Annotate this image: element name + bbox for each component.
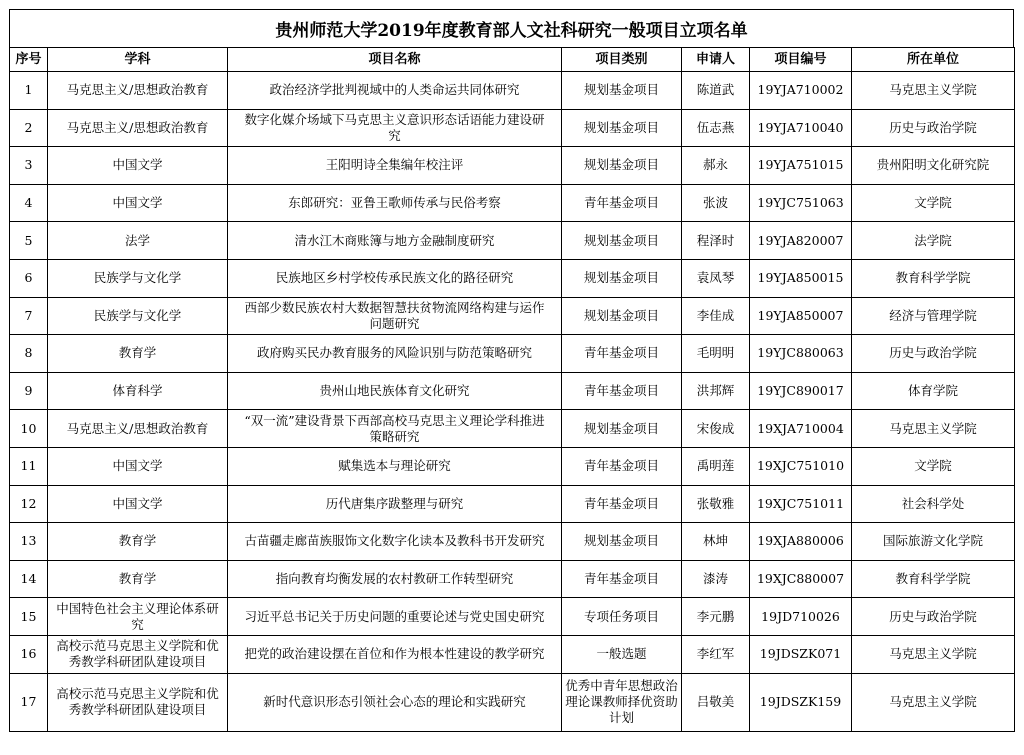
cell-discipline: 法学	[48, 222, 228, 260]
cell-discipline: 中国特色社会主义理论体系研究	[48, 598, 228, 636]
cell-index: 15	[10, 598, 48, 636]
header-project-category: 项目类别	[562, 48, 682, 72]
cell-project-number: 19JDSZK071	[750, 635, 852, 673]
cell-project-number: 19YJA710040	[750, 109, 852, 147]
cell-project-name: 把党的政治建设摆在首位和作为根本性建设的教学研究	[228, 635, 562, 673]
cell-discipline: 马克思主义/思想政治教育	[48, 109, 228, 147]
cell-project-category: 青年基金项目	[562, 447, 682, 485]
cell-discipline: 中国文学	[48, 447, 228, 485]
cell-index: 10	[10, 410, 48, 448]
cell-unit: 历史与政治学院	[852, 109, 1015, 147]
cell-project-name: 政治经济学批判视域中的人类命运共同体研究	[228, 72, 562, 110]
cell-unit: 贵州阳明文化研究院	[852, 147, 1015, 185]
table-row	[10, 410, 1015, 448]
cell-unit: 法学院	[852, 222, 1015, 260]
cell-project-number: 19YJA751015	[750, 147, 852, 185]
cell-project-number: 19YJA850007	[750, 297, 852, 335]
table-row	[10, 109, 1015, 147]
table-row	[10, 598, 1015, 636]
cell-index: 5	[10, 222, 48, 260]
cell-applicant: 张敬雅	[682, 485, 750, 523]
cell-project-name: 政府购买民办教育服务的风险识别与防范策略研究	[228, 335, 562, 373]
cell-project-category: 规划基金项目	[562, 147, 682, 185]
cell-unit: 历史与政治学院	[852, 598, 1015, 636]
cell-project-category: 规划基金项目	[562, 259, 682, 297]
cell-project-number: 19XJC751010	[750, 447, 852, 485]
cell-project-name: 民族地区乡村学校传承民族文化的路径研究	[228, 259, 562, 297]
header-project-name: 项目名称	[228, 48, 562, 72]
cell-discipline: 高校示范马克思主义学院和优秀教学科研团队建设项目	[48, 673, 228, 731]
table-row	[10, 335, 1015, 373]
cell-unit: 教育科学学院	[852, 560, 1015, 598]
cell-applicant: 洪邦辉	[682, 372, 750, 410]
cell-applicant: 漆涛	[682, 560, 750, 598]
cell-unit: 文学院	[852, 184, 1015, 222]
cell-index: 17	[10, 673, 48, 731]
cell-project-name: 贵州山地民族体育文化研究	[228, 372, 562, 410]
cell-project-name: 历代唐集序跋整理与研究	[228, 485, 562, 523]
cell-project-name: 王阳明诗全集编年校注评	[228, 147, 562, 185]
cell-project-category: 规划基金项目	[562, 410, 682, 448]
cell-discipline: 高校示范马克思主义学院和优秀教学科研团队建设项目	[48, 635, 228, 673]
cell-index: 16	[10, 635, 48, 673]
cell-discipline: 教育学	[48, 335, 228, 373]
cell-index: 6	[10, 259, 48, 297]
cell-project-name: 数字化媒介场域下马克思主义意识形态话语能力建设研究	[228, 109, 562, 147]
project-table	[9, 47, 1015, 732]
table-row	[10, 635, 1015, 673]
header-project-number: 项目编号	[750, 48, 852, 72]
cell-index: 14	[10, 560, 48, 598]
cell-unit: 马克思主义学院	[852, 673, 1015, 731]
cell-project-name: 东郎研究：亚鲁王歌师传承与民俗考察	[228, 184, 562, 222]
table-row	[10, 72, 1015, 110]
cell-project-name: 习近平总书记关于历史问题的重要论述与党史国史研究	[228, 598, 562, 636]
cell-project-name: 指向教育均衡发展的农村教研工作转型研究	[228, 560, 562, 598]
table-row	[10, 485, 1015, 523]
cell-discipline: 马克思主义/思想政治教育	[48, 72, 228, 110]
cell-project-number: 19YJC751063	[750, 184, 852, 222]
cell-index: 11	[10, 447, 48, 485]
cell-unit: 文学院	[852, 447, 1015, 485]
cell-project-number: 19YJA850015	[750, 259, 852, 297]
cell-project-name: 新时代意识形态引领社会心态的理论和实践研究	[228, 673, 562, 731]
cell-index: 4	[10, 184, 48, 222]
table-row	[10, 447, 1015, 485]
cell-project-number: 19JD710026	[750, 598, 852, 636]
cell-discipline: 民族学与文化学	[48, 259, 228, 297]
table-row	[10, 372, 1015, 410]
cell-discipline: 马克思主义/思想政治教育	[48, 410, 228, 448]
cell-index: 13	[10, 523, 48, 561]
cell-project-number: 19YJA710002	[750, 72, 852, 110]
cell-unit: 经济与管理学院	[852, 297, 1015, 335]
cell-project-number: 19YJC890017	[750, 372, 852, 410]
cell-discipline: 民族学与文化学	[48, 297, 228, 335]
cell-unit: 国际旅游文化学院	[852, 523, 1015, 561]
cell-project-number: 19YJA820007	[750, 222, 852, 260]
table-row	[10, 673, 1015, 731]
header-discipline: 学科	[48, 48, 228, 72]
cell-applicant: 张波	[682, 184, 750, 222]
cell-applicant: 李佳成	[682, 297, 750, 335]
cell-applicant: 陈道武	[682, 72, 750, 110]
cell-index: 3	[10, 147, 48, 185]
cell-applicant: 宋俊成	[682, 410, 750, 448]
cell-index: 12	[10, 485, 48, 523]
cell-project-category: 规划基金项目	[562, 523, 682, 561]
cell-discipline: 中国文学	[48, 184, 228, 222]
cell-project-category: 规划基金项目	[562, 109, 682, 147]
cell-project-name: 西部少数民族农村大数据智慧扶贫物流网络构建与运作问题研究	[228, 297, 562, 335]
cell-applicant: 郝永	[682, 147, 750, 185]
cell-unit: 马克思主义学院	[852, 410, 1015, 448]
cell-project-category: 青年基金项目	[562, 335, 682, 373]
cell-project-category: 青年基金项目	[562, 184, 682, 222]
cell-unit: 教育科学学院	[852, 259, 1015, 297]
table-row	[10, 184, 1015, 222]
cell-discipline: 教育学	[48, 560, 228, 598]
cell-applicant: 禹明莲	[682, 447, 750, 485]
cell-project-name: “双一流”建设背景下西部高校马克思主义理论学科推进策略研究	[228, 410, 562, 448]
cell-applicant: 伍志燕	[682, 109, 750, 147]
table-row	[10, 297, 1015, 335]
cell-project-number: 19YJC880063	[750, 335, 852, 373]
cell-index: 9	[10, 372, 48, 410]
cell-project-category: 青年基金项目	[562, 372, 682, 410]
cell-project-number: 19XJC751011	[750, 485, 852, 523]
cell-discipline: 中国文学	[48, 147, 228, 185]
cell-project-category: 优秀中青年思想政治理论课教师择优资助计划	[562, 673, 682, 731]
cell-discipline: 中国文学	[48, 485, 228, 523]
cell-project-name: 赋集选本与理论研究	[228, 447, 562, 485]
cell-unit: 马克思主义学院	[852, 635, 1015, 673]
cell-discipline: 教育学	[48, 523, 228, 561]
header-index: 序号	[10, 48, 48, 72]
table-row	[10, 523, 1015, 561]
cell-applicant: 李红军	[682, 635, 750, 673]
cell-project-name: 古苗疆走廊苗族服饰文化数字化读本及教科书开发研究	[228, 523, 562, 561]
cell-index: 7	[10, 297, 48, 335]
cell-applicant: 李元鹏	[682, 598, 750, 636]
cell-project-name: 清水江木商账簿与地方金融制度研究	[228, 222, 562, 260]
cell-unit: 体育学院	[852, 372, 1015, 410]
table-row	[10, 560, 1015, 598]
header-unit: 所在单位	[852, 48, 1015, 72]
cell-project-number: 19JDSZK159	[750, 673, 852, 731]
cell-project-category: 规划基金项目	[562, 72, 682, 110]
cell-project-category: 一般选题	[562, 635, 682, 673]
cell-project-number: 19XJA880006	[750, 523, 852, 561]
cell-discipline: 体育科学	[48, 372, 228, 410]
cell-applicant: 吕敬美	[682, 673, 750, 731]
cell-project-category: 青年基金项目	[562, 560, 682, 598]
document-title: 贵州师范大学2019年度教育部人文社科研究一般项目立项名单	[9, 9, 1014, 47]
table-row	[10, 259, 1015, 297]
cell-applicant: 程泽时	[682, 222, 750, 260]
cell-index: 8	[10, 335, 48, 373]
cell-project-number: 19XJC880007	[750, 560, 852, 598]
header-applicant: 申请人	[682, 48, 750, 72]
cell-applicant: 毛明明	[682, 335, 750, 373]
cell-unit: 社会科学处	[852, 485, 1015, 523]
cell-applicant: 袁凤琴	[682, 259, 750, 297]
header-row	[10, 48, 1015, 72]
cell-index: 2	[10, 109, 48, 147]
table-row	[10, 222, 1015, 260]
cell-project-number: 19XJA710004	[750, 410, 852, 448]
cell-index: 1	[10, 72, 48, 110]
cell-project-category: 青年基金项目	[562, 485, 682, 523]
document-sheet	[9, 9, 1014, 732]
cell-project-category: 规划基金项目	[562, 222, 682, 260]
cell-project-category: 规划基金项目	[562, 297, 682, 335]
cell-applicant: 林坤	[682, 523, 750, 561]
cell-unit: 历史与政治学院	[852, 335, 1015, 373]
table-row	[10, 147, 1015, 185]
cell-project-category: 专项任务项目	[562, 598, 682, 636]
cell-unit: 马克思主义学院	[852, 72, 1015, 110]
